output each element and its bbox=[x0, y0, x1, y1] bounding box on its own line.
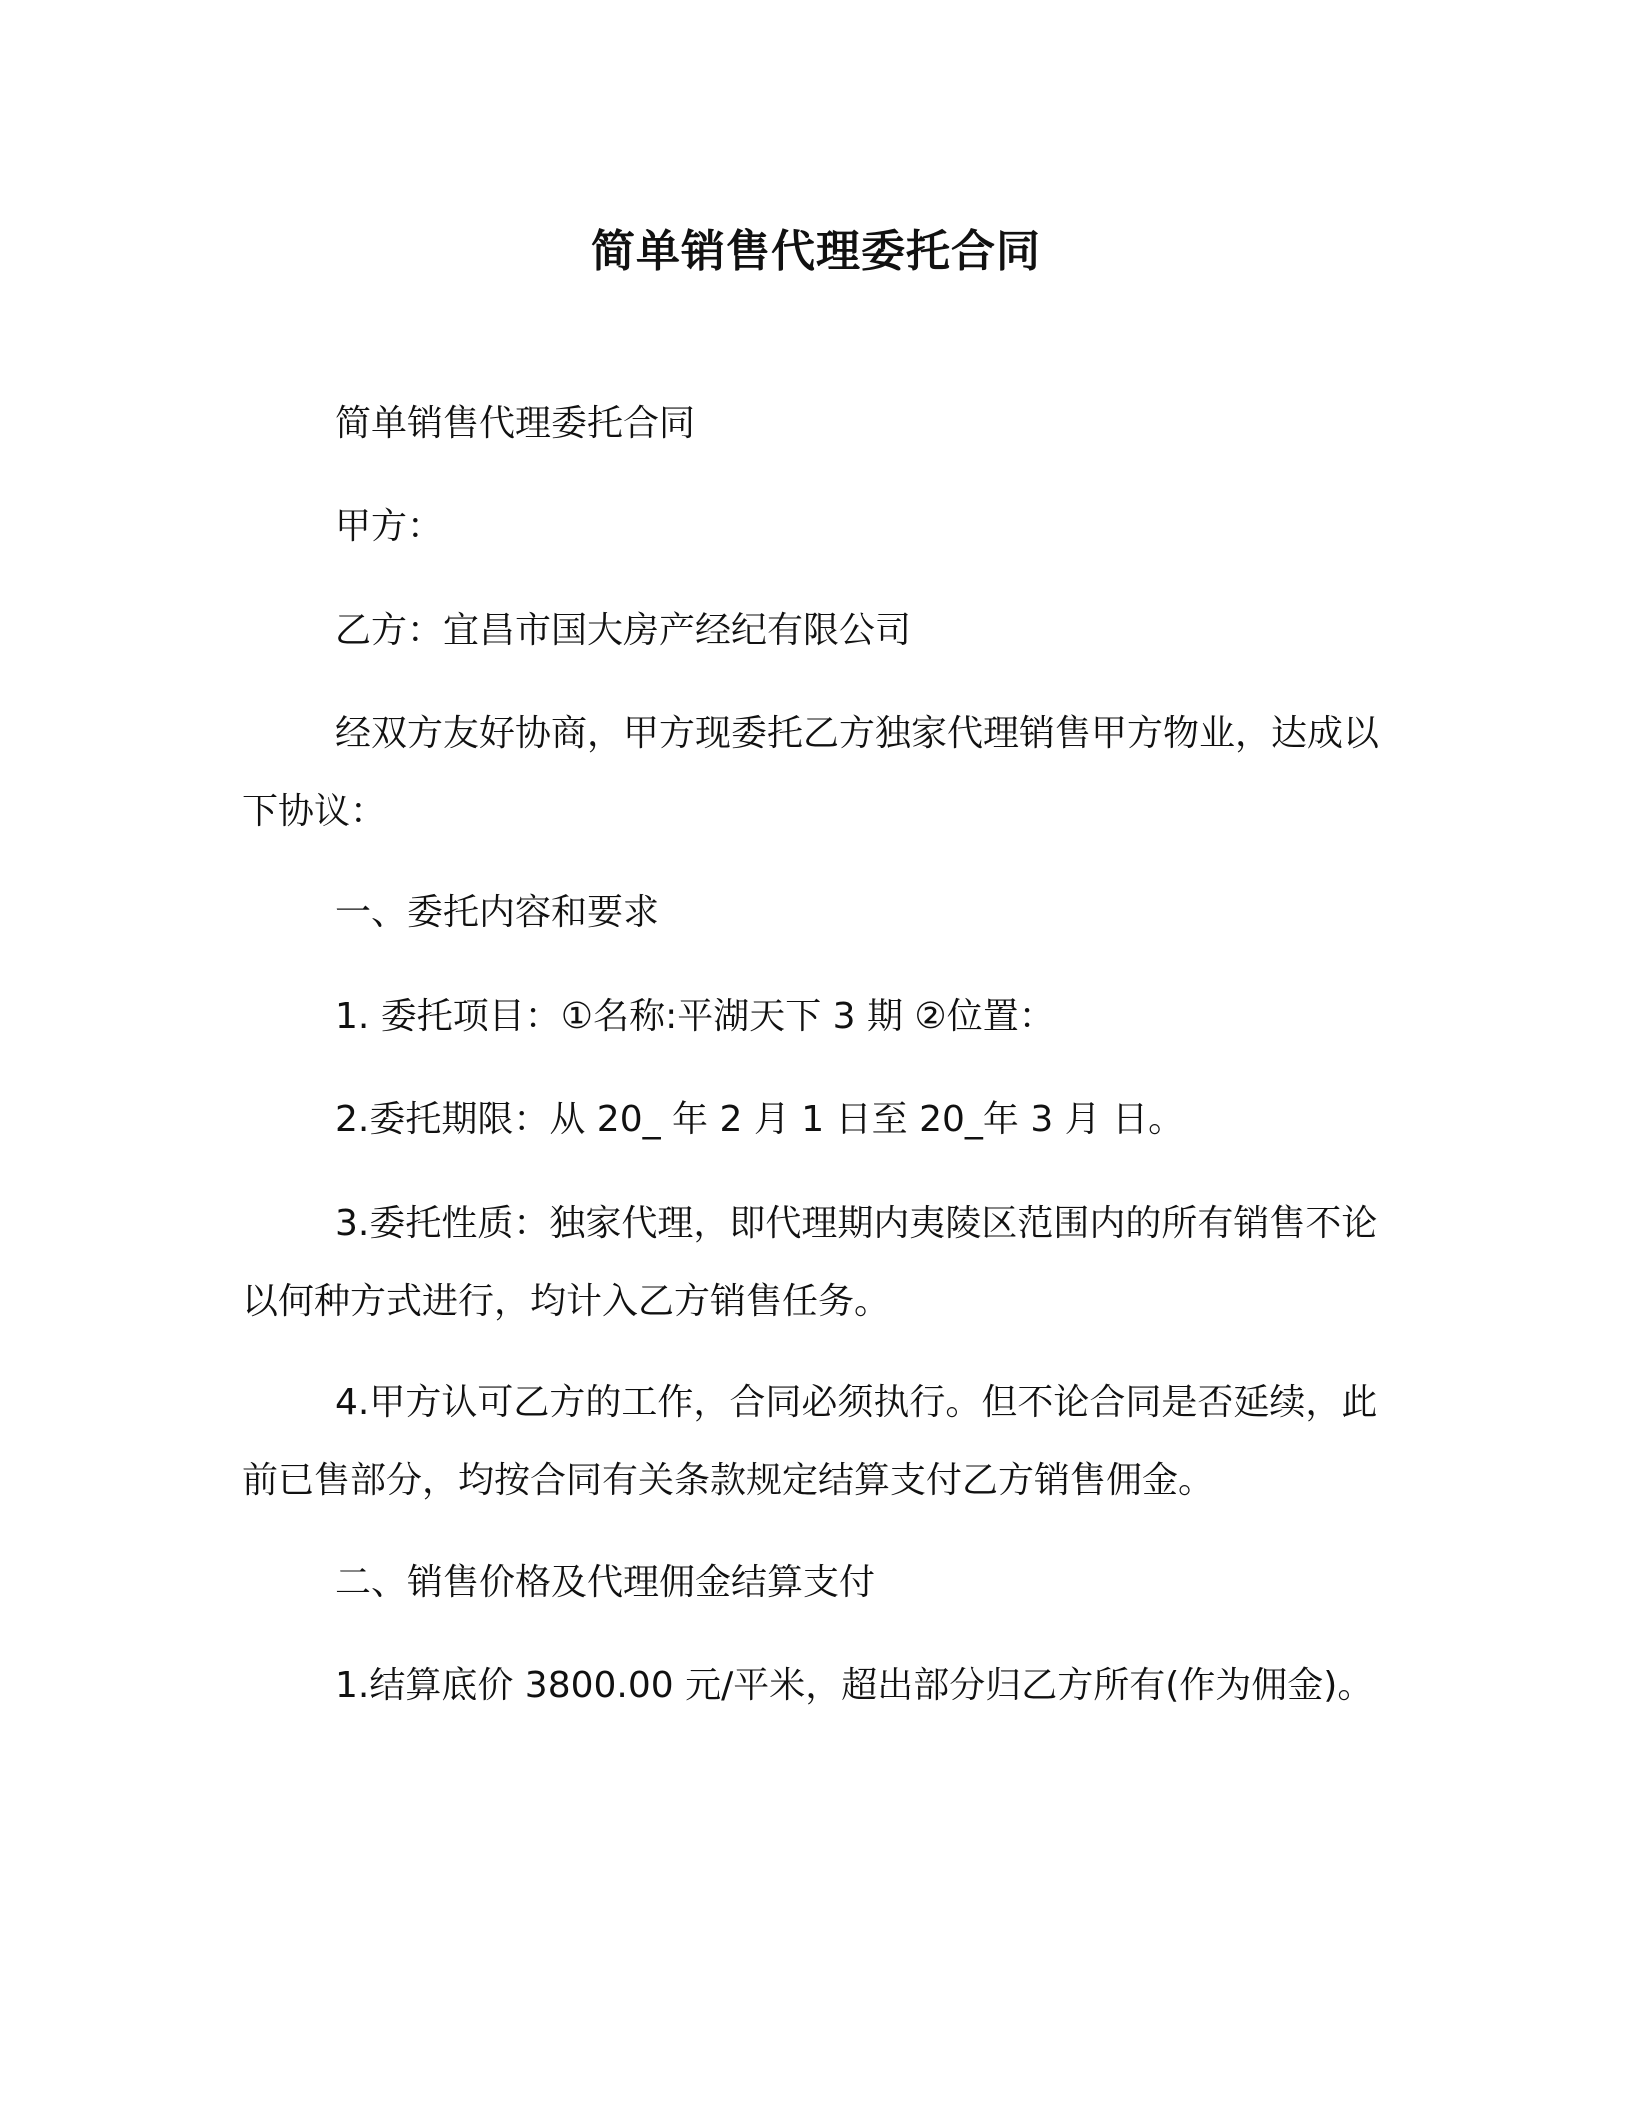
paragraph-item-1: 1. 委托项目：①名称:平湖天下 3 期 ②位置： bbox=[335, 996, 1055, 1037]
section-heading-2: 二、销售价格及代理佣金结算支付 bbox=[335, 1562, 876, 1603]
document-title: 简单销售代理委托合同 bbox=[591, 226, 1041, 277]
paragraph-party-b: 乙方：宜昌市国大房产经纪有限公司 bbox=[335, 610, 912, 651]
paragraph-intro: 经双方友好协商，甲方现委托乙方独家代理销售甲方物业，达成以下协议： bbox=[242, 713, 1380, 832]
section-heading-1: 一、委托内容和要求 bbox=[335, 892, 660, 933]
paragraph-party-a: 甲方： bbox=[335, 506, 444, 547]
paragraph-item-3: 3.委托性质：独家代理，即代理期内夷陵区范围内的所有销售不论以何种方式进行，均计入乙方销售任务。 bbox=[242, 1203, 1378, 1322]
paragraph-item-2: 2.委托期限：从 20_ 年 2 月 1 日至 20_年 3 月 日。 bbox=[335, 1099, 1185, 1140]
paragraph-price: 1.结算底价 3800.00 元/平米，超出部分归乙方所有(作为佣金)。 bbox=[335, 1665, 1374, 1706]
paragraph-heading-repeat: 简单销售代理委托合同 bbox=[335, 403, 696, 444]
paragraph-item-4: 4.甲方认可乙方的工作，合同必须执行。但不论合同是否延续，此前已售部分，均按合同有关条款规定结算支付乙方销售佣金。 bbox=[242, 1382, 1378, 1501]
